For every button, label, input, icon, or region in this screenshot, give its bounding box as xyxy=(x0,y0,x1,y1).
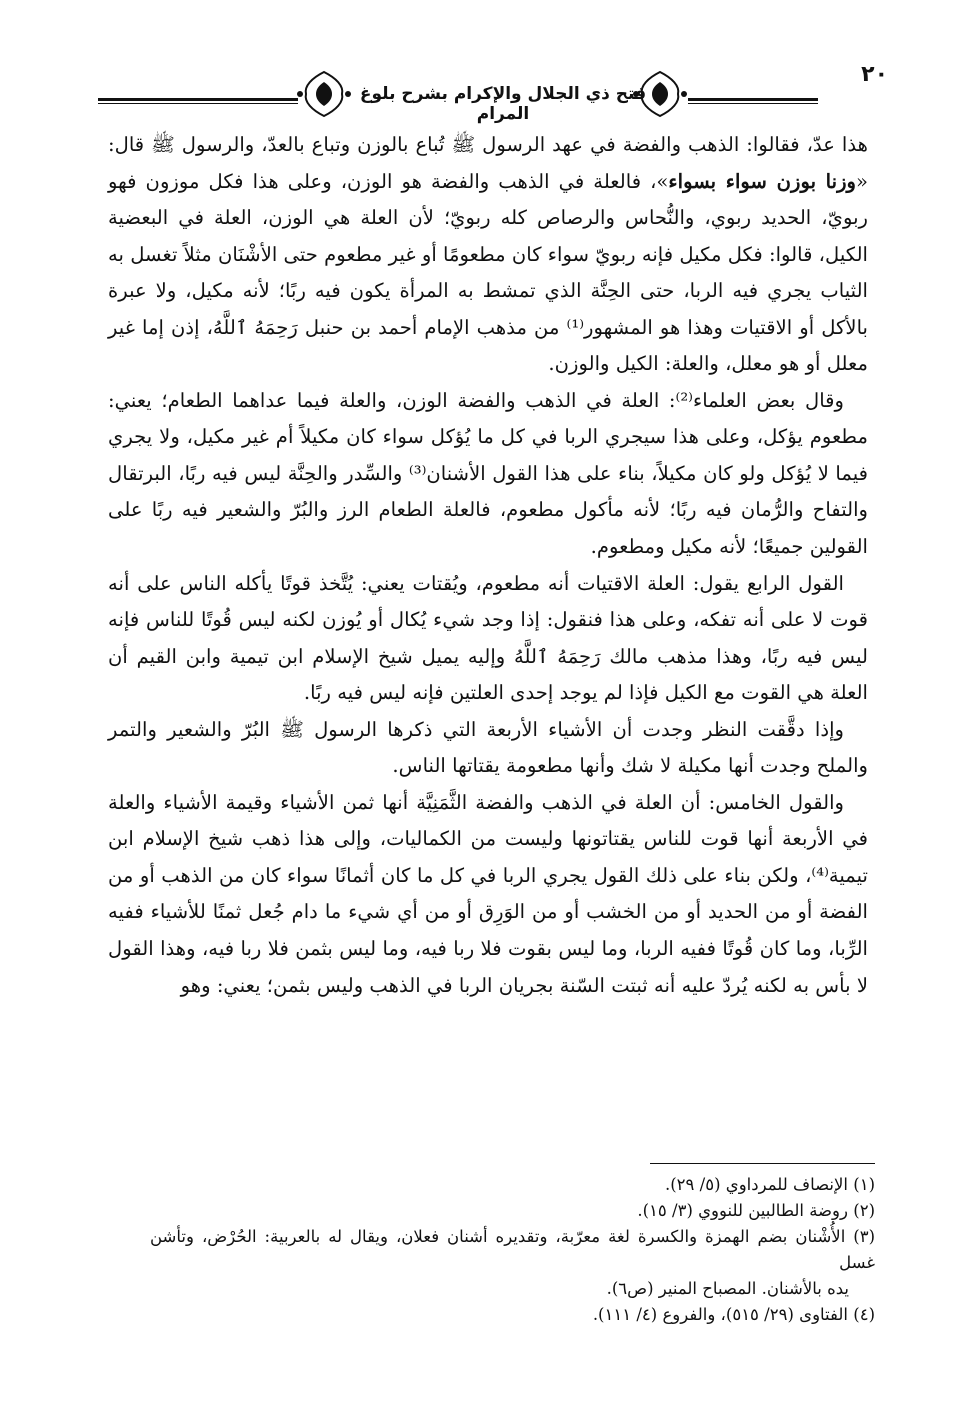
paragraph: والقول الخامس: أن العلة في الذهب والفضة الثَّمَنِيَّة أنها ثمن الأشياء وقيمة الأشياء والعلة في الأربعة أنها قوت للناس يقتاتونها وليست من الكماليات، وإلى هذا ذهب شيخ الإسلام ابن تيمية⁽⁴⁾، ولكن بناء على ذلك القول يجري الربا في كل ما كان أثمانًا سواء كان من الذهب أو من الفضة أو من الحديد أو من الخشب أو من الوَرِق أو من أي شيء ما دام جُعل ثمنًا للأشياء ففيه الرِّبا، وما كان قُوتًا ففيه الربا، وما ليس بقوت فلا ربا فيه، وما ليس بثمن فلا ربا فيه، وهذا القول لا بأس به لكنه يُردّ عليه أنه ثبتت السّنة بجريان الربا في الذهب وليس بثمن؛ يعني: وهو xyxy=(108,790,868,997)
header-rule xyxy=(688,103,818,104)
footnote: (٤) الفتاوى (٢٩/ ٥١٥)، والفروع (٤/ ١١١). xyxy=(592,1305,875,1324)
footnote: (٢) روضة الطالبين للنووي (٣/ ١٥). xyxy=(637,1201,875,1220)
header-rule xyxy=(98,103,298,104)
paragraph: وقال بعض العلماء⁽²⁾: العلة في الذهب والفضة الوزن، والعلة فيما عداهما الطعام؛ يعني: مطعوم يؤكل، وعلى هذا سيجري الربا في كل ما يُؤكل سواء كان مكيلاً أم غير مكيل، ولا يجري فيما لا يُؤكل ولو كان مكيلاً، بناء على هذا القول الأشنان⁽³⁾ والسِّدر والحِنَّة ليس فيه ربًا، البرتقال والتفاح والرُّمان فيه ربًا؛ لأنه مأكول مطعوم، فالعلة الطعام الرز والبُرّ والشعير فيه ربًا على القولين جميعًا؛ لأنه مكيل ومطعوم. xyxy=(108,388,869,559)
footnote-continuation: يده بالأشنان. المصباح المنير (ص٦). xyxy=(606,1279,849,1298)
main-text xyxy=(108,127,868,1004)
footnote-separator xyxy=(650,1163,875,1164)
running-header xyxy=(98,62,888,122)
paragraph: وإذا دقَّقت النظر وجدت أن الأشياء الأربعة التي ذكرها الرسول ﷺ البُرّ والشعير والتمر والملح وجدت أنها مكيلة لا شك وأنها مطعومة يقتاتها الناس. xyxy=(108,717,868,778)
running-title: فتح ذي الجلال والإكرام بشرح بلوغ المرام xyxy=(359,84,647,124)
header-rule xyxy=(98,98,298,101)
header-rule xyxy=(688,98,818,101)
hadith-quote: وزنا بوزن سواء بسواء xyxy=(668,169,856,193)
paragraph xyxy=(108,127,868,383)
footnote: (١) الإنصاف للمرداوي (٥/ ٢٩). xyxy=(664,1175,875,1194)
paragraph-text: »، فالعلة في الذهب والفضة هو الوزن، وعلى هذا فكل موزون فهو ربويّ، الحديد ربوي، والنُّحاس والرصاص كله ربويّ؛ لأن العلة هي الوزن، العلة في البعضية الكيل، قالوا: فكل مكيل فإنه ربويّ سواء كان مطعومًا أو غير مطعوم حتى الأشْنَان مثلاً تغسل به الثياب يجري فيه الربا، حتى الحِنَّة الذي تمشط به المرأة يكون فيه ربًا؛ لأنه مكيل، ولا عبرة بالأكل أو الاقتيات وهذا هو المشهور⁽¹⁾ من مذهب الإمام أحمد بن حنبل رَحِمَهُ ٱللَّهُ، إذن إما غير معلل أو هو معلل، والعلة: الكيل والوزن. xyxy=(108,169,868,376)
paragraph: القول الرابع يقول: العلة الاقتيات أنه مطعوم، ويُقتات يعني: يُتَّخذ قوتًا يأكله الناس على أنه قوت لا على أنه تفكه، وعلى هذا فنقول: إذا وجد شيء يُكال أو يُوزن لكنه ليس قُوتًا للناس فإنه ليس فيه ربًا، وهذا مذهب مالك رَحِمَهُ ٱللَّهُ وإليه يميل شيخ الإسلام ابن تيمية وابن القيم أن العلة هي القوت مع الكيل فإذا لم يوجد إحدى العلتين فإنه ليس فيه ربًا. xyxy=(108,571,868,705)
page-number: ٢٠ xyxy=(861,62,888,87)
paragraph-text: هذا عدّ، فقالوا: الذهب والفضة في عهد الرسول ﷺ تُباع بالوزن وتباع بالعدّ، والرسول ﷺ قال: « xyxy=(108,133,868,193)
footnote: (٣) الأُشْنان بضم الهمزة والكسرة لغة معرّبة، وتقديره أشنان فعلان، ويقال له بالعربية: الحُرْض، وتأشن غسل xyxy=(150,1227,875,1272)
footnotes xyxy=(150,1172,875,1328)
